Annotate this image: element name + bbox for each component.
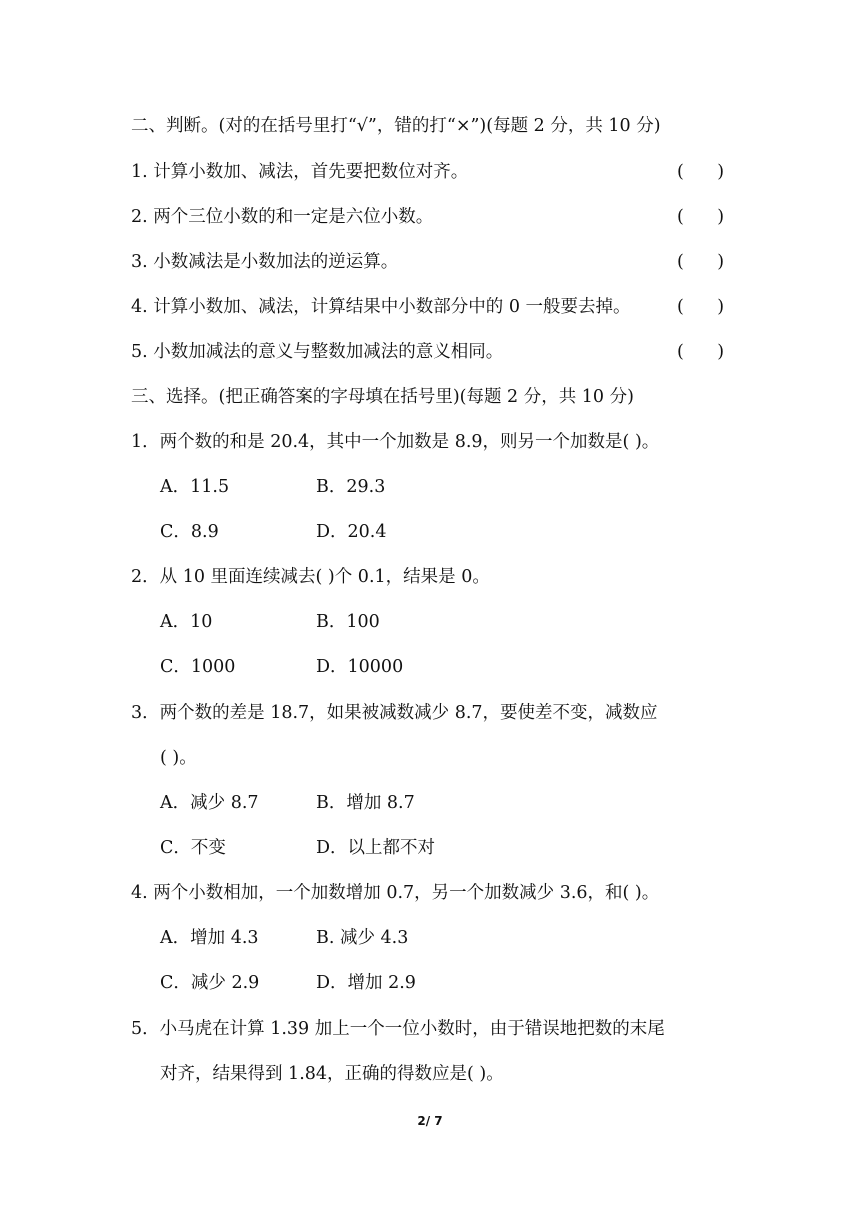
q4-option-b: B. 减少 4.3 [316,928,409,948]
judgment-item-4: 4. 计算小数加、减法，计算结果中小数部分中的 0 一般要去掉。 [131,297,631,317]
q4-option-d: D．增加 2.9 [316,973,416,993]
q3-option-c: C．不变 [160,838,226,858]
judgment-item-5: 5. 小数加减法的意义与整数加减法的意义相同。 [131,342,504,362]
judgment-item-2: 2. 两个三位小数的和一定是六位小数。 [131,207,434,227]
q2-option-a: A．10 [160,612,213,632]
question-1-stem: 1．两个数的和是 20.4，其中一个加数是 8.9，则另一个加数是( )。 [131,432,660,452]
q2-option-b: B．100 [316,612,380,632]
answer-paren-2: ( ) [677,207,725,227]
question-5-stem: 5．小马虎在计算 1.39 加上一个一位小数时，由于错误地把数的末尾 [131,1019,665,1039]
question-3-stem: 3．两个数的差是 18.7，如果被减数减少 8.7，要使差不变，减数应 [131,703,658,723]
answer-paren-5: ( ) [677,342,725,362]
q3-option-a: A．减少 8.7 [160,793,259,813]
answer-paren-3: ( ) [677,252,725,272]
page-number: 2/ 7 [417,1114,443,1128]
q1-option-a: A．11.5 [160,477,230,497]
q1-option-d: D．20.4 [316,522,387,542]
q2-option-c: C．1000 [160,657,236,677]
q1-option-c: C．8.9 [160,522,219,542]
question-3-stem-continued: ( )。 [160,748,197,768]
section-heading-judgment: 二、判断。(对的在括号里打“√”，错的打“×”)(每题 2 分，共 10 分) [131,116,661,136]
section-heading-choice: 三、选择。(把正确答案的字母填在括号里)(每题 2 分，共 10 分) [131,387,634,407]
q3-option-b: B．增加 8.7 [316,793,415,813]
q2-option-d: D．10000 [316,657,404,677]
q4-option-a: A．增加 4.3 [160,928,259,948]
answer-paren-1: ( ) [677,162,725,182]
q3-option-d: D．以上都不对 [316,838,436,858]
judgment-item-3: 3. 小数减法是小数加法的逆运算。 [131,252,399,272]
question-4-stem: 4. 两个小数相加，一个加数增加 0.7，另一个加数减少 3.6，和( )。 [131,883,660,903]
q4-option-c: C．减少 2.9 [160,973,260,993]
question-2-stem: 2．从 10 里面连续减去( )个 0.1，结果是 0。 [131,567,490,587]
judgment-item-1: 1. 计算小数加、减法，首先要把数位对齐。 [131,162,469,182]
question-5-stem-continued: 对齐，结果得到 1.84，正确的得数应是( )。 [160,1064,504,1084]
answer-paren-4: ( ) [677,297,725,317]
q1-option-b: B．29.3 [316,477,386,497]
